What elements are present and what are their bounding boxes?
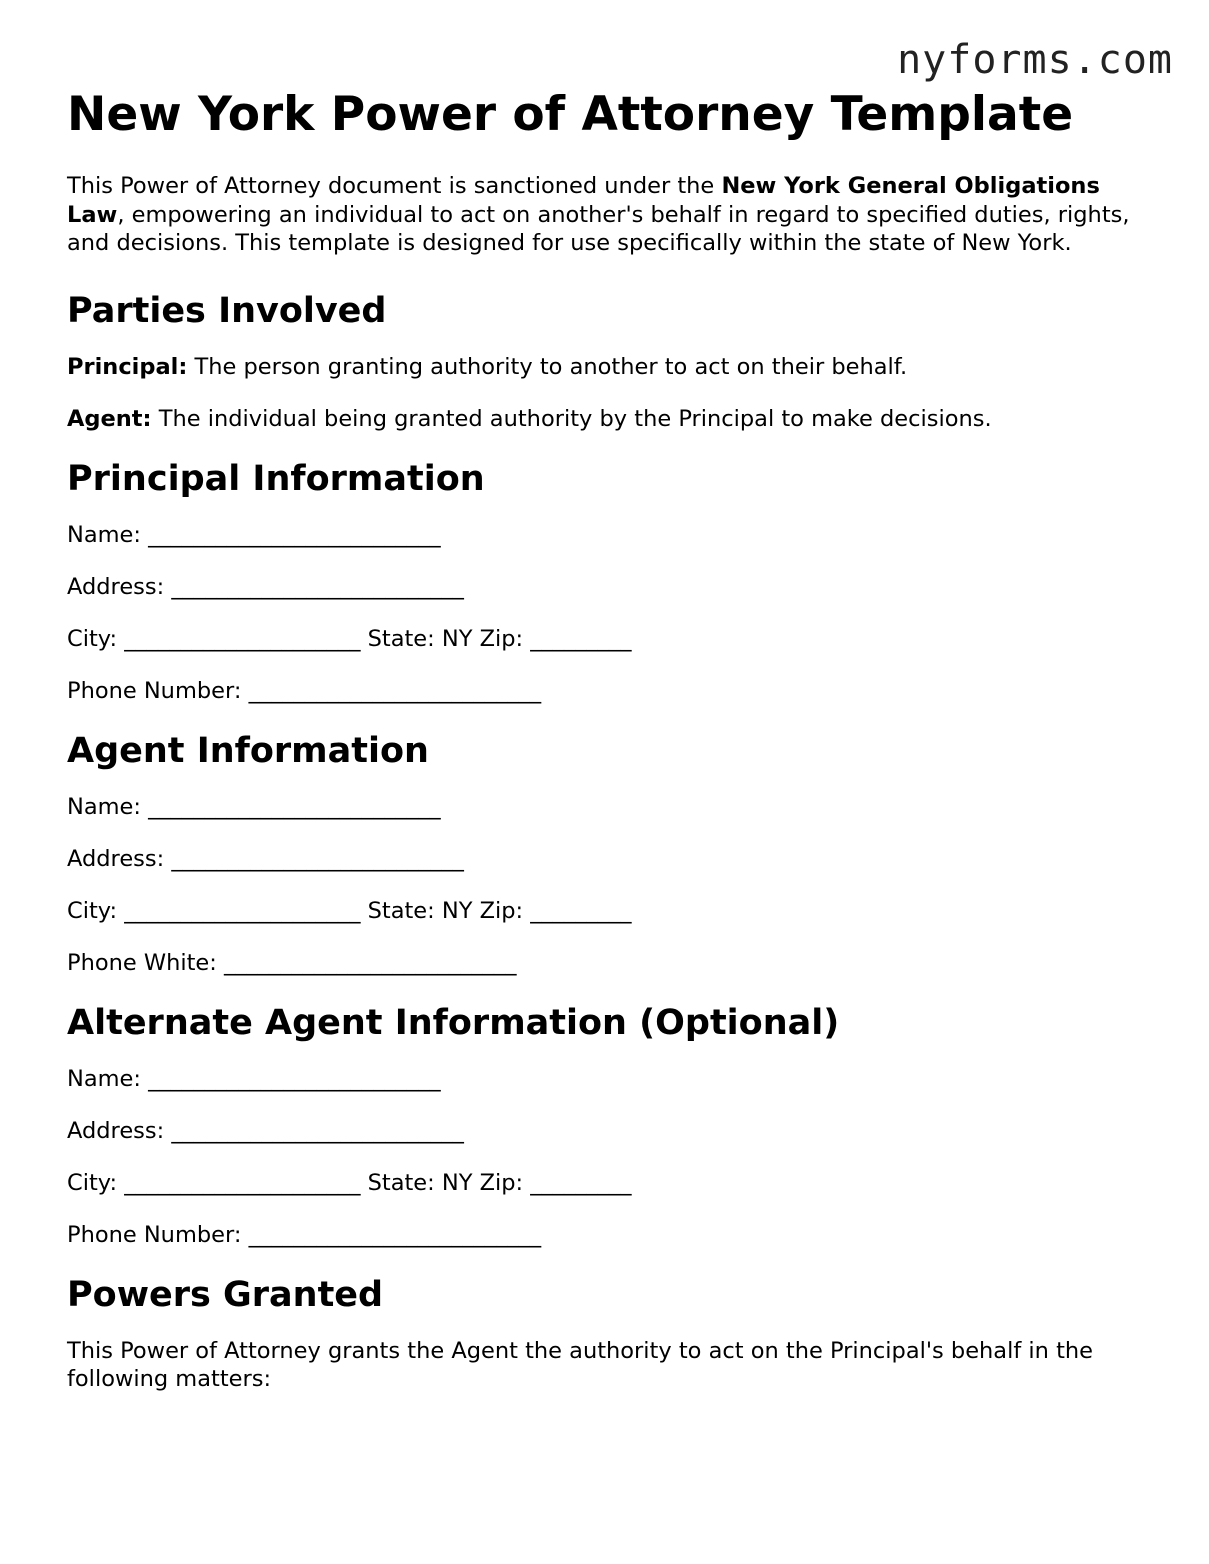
agent-address-field[interactable]: Address: __________________________ <box>67 845 464 872</box>
parties-heading: Parties Involved <box>67 290 387 331</box>
alternate-city-state-zip-field[interactable]: City: _____________________ State: NY Zip: _________ <box>67 1169 632 1196</box>
parties-definitions <box>67 353 1157 433</box>
principal-definition-text: The person granting authority to another to act on their behalf. <box>187 353 908 380</box>
principal-fields <box>67 521 1157 705</box>
powers-heading: Powers Granted <box>67 1274 384 1315</box>
alternate-agent-fields <box>67 1065 1157 1249</box>
principal-info-heading: Principal Information <box>67 458 485 499</box>
page-title: New York Power of Attorney Template <box>67 87 1074 142</box>
agent-label: Agent: <box>67 405 152 432</box>
intro-text-post: , empowering an individual to act on another's behalf in regard to specified duties, rights, and decisions. This template is designed for use specifically within the state of New York. <box>67 201 1130 256</box>
agent-fields <box>67 793 1157 977</box>
principal-city-state-zip-field[interactable]: City: _____________________ State: NY Zip: _________ <box>67 625 632 652</box>
powers-paragraph: This Power of Attorney grants the Agent the authority to act on the Principal's behalf in the following matters: <box>67 1337 1094 1392</box>
agent-phone-field[interactable]: Phone White: __________________________ <box>67 949 517 976</box>
intro-text-pre: This Power of Attorney document is sanctioned under the <box>67 173 722 199</box>
agent-name-field[interactable]: Name: __________________________ <box>67 793 441 820</box>
principal-definition <box>67 353 1157 381</box>
agent-definition-text: The individual being granted authority by the Principal to make decisions. <box>151 405 992 432</box>
agent-city-state-zip-field[interactable]: City: _____________________ State: NY Zip: _________ <box>67 897 632 924</box>
principal-label: Principal: <box>67 353 188 380</box>
principal-phone-field[interactable]: Phone Number: __________________________ <box>67 677 542 704</box>
intro-law-name: New York General Obligations Law <box>67 173 1100 228</box>
agent-definition <box>67 405 1157 433</box>
intro-paragraph <box>67 172 1157 258</box>
site-watermark: nyforms.com <box>897 37 1173 83</box>
alternate-name-field[interactable]: Name: __________________________ <box>67 1065 441 1092</box>
principal-address-field[interactable]: Address: __________________________ <box>67 573 464 600</box>
agent-info-heading: Agent Information <box>67 730 429 771</box>
alternate-agent-heading: Alternate Agent Information (Optional) <box>67 1002 840 1043</box>
alternate-address-field[interactable]: Address: __________________________ <box>67 1117 464 1144</box>
alternate-phone-field[interactable]: Phone Number: __________________________ <box>67 1221 542 1248</box>
document-body <box>67 84 1157 1393</box>
principal-name-field[interactable]: Name: __________________________ <box>67 521 441 548</box>
